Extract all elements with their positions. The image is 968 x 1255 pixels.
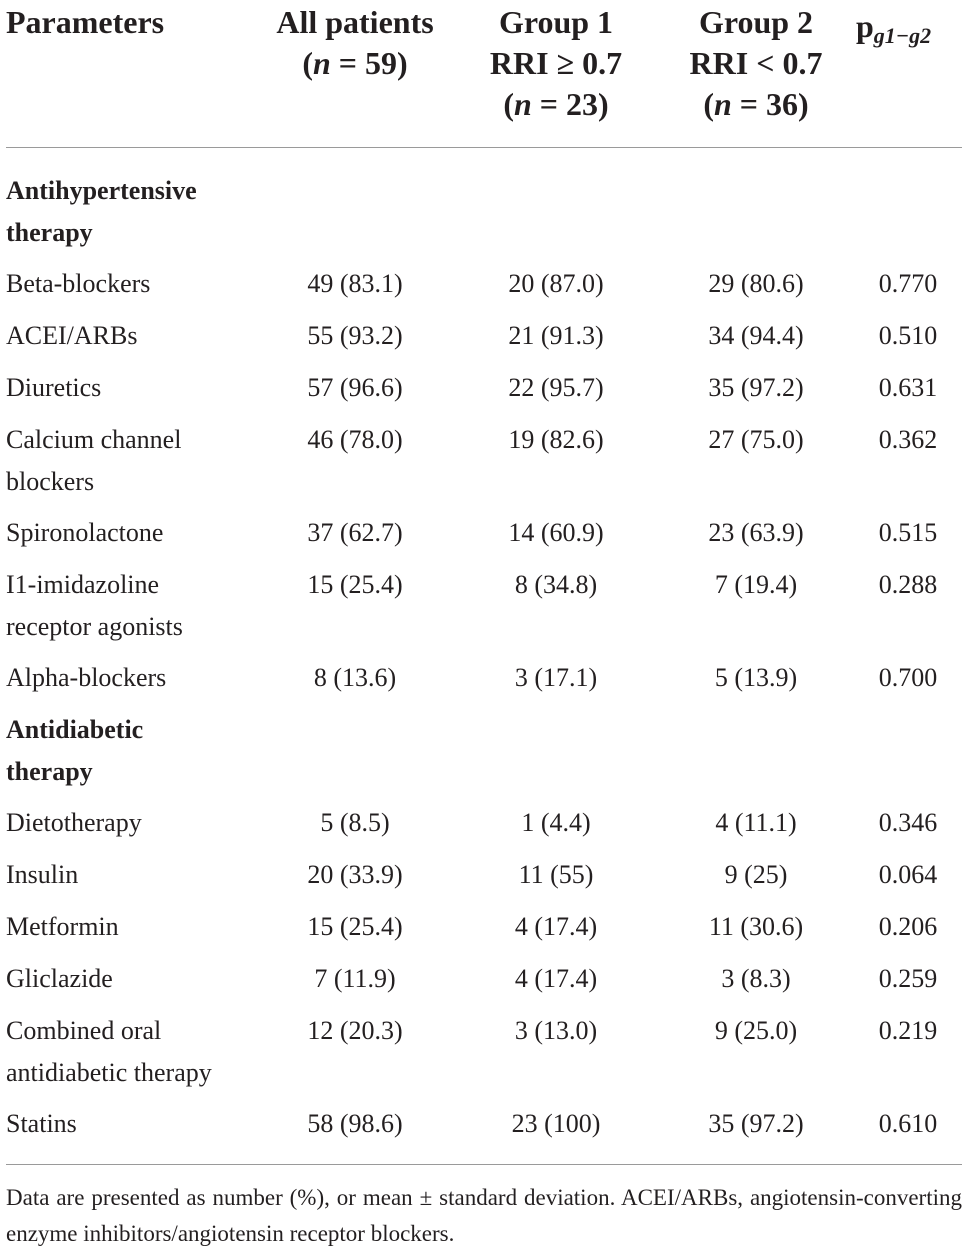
row-parameter-name-line: Gliclazide — [6, 964, 113, 993]
header-divider — [6, 147, 962, 148]
cell-group-2: 27 (75.0) — [708, 425, 804, 454]
row-parameter-name-line: Statins — [6, 1109, 77, 1138]
n-symbol: n — [713, 86, 732, 122]
header-g2-line1: Group 2 — [698, 4, 814, 40]
cell-group-1: 3 (13.0) — [514, 1016, 598, 1045]
row-parameter-name-line: Beta-blockers — [6, 269, 151, 298]
row-parameter-name-line: Metformin — [6, 912, 119, 941]
cell-group-1: 4 (17.4) — [514, 912, 598, 941]
n-symbol: n — [312, 45, 331, 81]
cell-p-value: 0.515 — [878, 518, 938, 547]
cell-all-patients: 55 (93.2) — [307, 321, 403, 350]
cell-group-2: 23 (63.9) — [708, 518, 804, 547]
table-row — [0, 263, 968, 315]
cell-p-value: 0.206 — [878, 912, 938, 941]
table-row — [0, 512, 968, 564]
table-header — [0, 0, 968, 150]
header-all-patients — [262, 2, 448, 84]
paren-open: ( — [703, 86, 714, 122]
table-row — [0, 958, 968, 1010]
row-parameter-name-line: Combined oral — [6, 1016, 162, 1045]
cell-p-value: 0.288 — [878, 570, 938, 599]
cell-group-2: 35 (97.2) — [708, 1109, 804, 1138]
cell-group-2: 35 (97.2) — [708, 373, 804, 402]
cell-all-patients: 49 (83.1) — [307, 269, 403, 298]
cell-p-value: 0.700 — [878, 663, 938, 692]
row-parameter-name — [6, 419, 256, 503]
paren-open: ( — [503, 86, 514, 122]
row-parameter-name-line: Spironolactone — [6, 518, 164, 547]
cell-group-2: 7 (19.4) — [714, 570, 798, 599]
row-parameter-name-line: I1-imidazoline — [6, 570, 160, 599]
cell-group-1: 14 (60.9) — [508, 518, 604, 547]
section-title — [6, 709, 266, 793]
cell-group-1: 8 (34.8) — [514, 570, 598, 599]
table-footnote: Data are presented as number (%), or mean ± standard deviation. ACEI/ARBs, angiotensin-converting enzyme inhibitors/angiotensin receptor blockers. — [6, 1185, 962, 1246]
table-row — [0, 906, 968, 958]
row-parameter-name — [6, 512, 256, 554]
header-parameters — [6, 2, 164, 43]
header-g1-line3 — [464, 84, 648, 125]
table-row — [0, 367, 968, 419]
row-parameter-name — [6, 1103, 256, 1145]
cell-group-1: 22 (95.7) — [508, 373, 604, 402]
cell-group-1: 3 (17.1) — [514, 663, 598, 692]
row-parameter-name — [6, 263, 256, 305]
table-row — [0, 419, 968, 512]
row-parameter-name — [6, 657, 256, 699]
section-title-line: therapy — [6, 757, 93, 786]
cell-group-2: 11 (30.6) — [708, 912, 804, 941]
p-subscript: g1−g2 — [873, 23, 932, 48]
cell-all-patients: 57 (96.6) — [307, 373, 403, 402]
n-symbol: n — [513, 86, 532, 122]
row-parameter-name — [6, 906, 256, 948]
header-group-1 — [464, 2, 648, 125]
row-parameter-name — [6, 958, 256, 1000]
cell-all-patients: 7 (11.9) — [314, 964, 396, 993]
row-parameter-name — [6, 802, 256, 844]
header-all-line2 — [262, 43, 448, 84]
header-parameters-label: Parameters — [6, 4, 165, 40]
row-parameter-name-line: Diuretics — [6, 373, 102, 402]
cell-group-2: 29 (80.6) — [708, 269, 804, 298]
table-bottom-divider — [6, 1164, 962, 1165]
row-parameter-name — [6, 854, 256, 896]
table-row — [0, 1010, 968, 1103]
row-parameter-name-line: antidiabetic therapy — [6, 1058, 212, 1087]
section-title — [6, 170, 266, 254]
cell-group-2: 34 (94.4) — [708, 321, 804, 350]
n-value: = 23) — [531, 86, 609, 122]
cell-p-value: 0.219 — [878, 1016, 938, 1045]
section-title-line: therapy — [6, 218, 93, 247]
paren-open: ( — [302, 45, 313, 81]
cell-group-1: 23 (100) — [511, 1109, 601, 1138]
header-g2-line2: RRI < 0.7 — [689, 45, 823, 81]
cell-group-2: 9 (25) — [724, 860, 788, 889]
cell-p-value: 0.510 — [878, 321, 938, 350]
cell-all-patients: 8 (13.6) — [313, 663, 397, 692]
cell-all-patients: 58 (98.6) — [307, 1109, 403, 1138]
section-title-line: Antihypertensive — [6, 176, 197, 205]
header-p-value — [856, 6, 931, 56]
cell-all-patients: 15 (25.4) — [307, 570, 403, 599]
header-all-line1: All patients — [276, 4, 434, 40]
row-parameter-name-line: Calcium channel — [6, 425, 182, 454]
row-parameter-name-line: receptor agonists — [6, 612, 183, 641]
row-parameter-name — [6, 564, 256, 648]
cell-p-value: 0.770 — [878, 269, 938, 298]
n-value: = 36) — [731, 86, 809, 122]
cell-group-1: 20 (87.0) — [508, 269, 604, 298]
section-header-row — [0, 170, 968, 263]
p-main: p — [856, 8, 874, 44]
cell-all-patients: 12 (20.3) — [307, 1016, 403, 1045]
row-parameter-name — [6, 1010, 256, 1094]
section-header-row — [0, 709, 968, 802]
table-row — [0, 315, 968, 367]
header-g1-line1: Group 1 — [498, 4, 614, 40]
cell-all-patients: 20 (33.9) — [307, 860, 403, 889]
cell-group-1: 19 (82.6) — [508, 425, 604, 454]
cell-group-2: 9 (25.0) — [714, 1016, 798, 1045]
cell-all-patients: 5 (8.5) — [320, 808, 390, 837]
cell-group-1: 11 (55) — [518, 860, 594, 889]
cell-group-1: 4 (17.4) — [514, 964, 598, 993]
row-parameter-name — [6, 315, 256, 357]
table-body — [0, 170, 968, 1155]
row-parameter-name-line: ACEI/ARBs — [6, 321, 138, 350]
cell-group-1: 1 (4.4) — [521, 808, 591, 837]
table-row — [0, 657, 968, 709]
row-parameter-name-line: Dietotherapy — [6, 808, 142, 837]
row-parameter-name — [6, 367, 256, 409]
cell-group-2: 3 (8.3) — [721, 964, 791, 993]
header-g2-line3 — [664, 84, 848, 125]
header-g1-line2: RRI ≥ 0.7 — [489, 45, 623, 81]
cell-p-value: 0.631 — [878, 373, 938, 402]
cell-p-value: 0.259 — [878, 964, 938, 993]
cell-p-value: 0.610 — [878, 1109, 938, 1138]
cell-p-value: 0.346 — [878, 808, 938, 837]
table-row — [0, 1103, 968, 1155]
section-title-line: Antidiabetic — [6, 715, 144, 744]
row-parameter-name-line: Insulin — [6, 860, 79, 889]
row-parameter-name-line: Alpha-blockers — [6, 663, 167, 692]
cell-group-2: 5 (13.9) — [714, 663, 798, 692]
table-row — [0, 564, 968, 657]
cell-p-value: 0.362 — [878, 425, 938, 454]
table-row — [0, 854, 968, 906]
table-row — [0, 802, 968, 854]
cell-group-1: 21 (91.3) — [508, 321, 604, 350]
cell-p-value: 0.064 — [878, 860, 938, 889]
cell-all-patients: 46 (78.0) — [307, 425, 403, 454]
cell-all-patients: 15 (25.4) — [307, 912, 403, 941]
n-value: = 59) — [330, 45, 408, 81]
cell-all-patients: 37 (62.7) — [307, 518, 403, 547]
cell-group-2: 4 (11.1) — [715, 808, 797, 837]
header-group-2 — [664, 2, 848, 125]
row-parameter-name-line: blockers — [6, 467, 95, 496]
